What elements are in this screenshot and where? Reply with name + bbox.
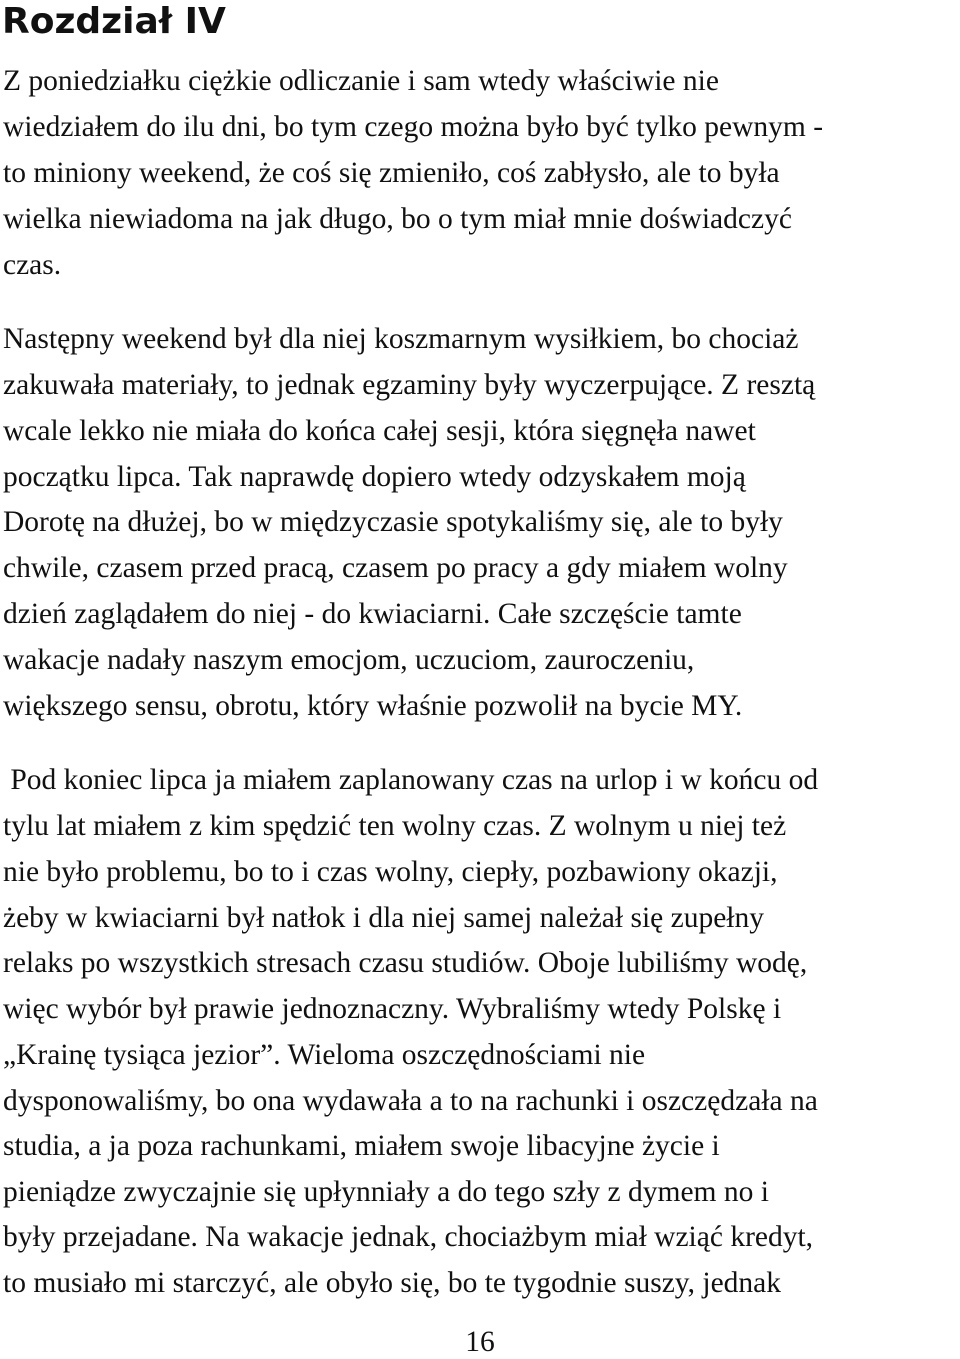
text-line: Następny weekend był dla niej koszmarnym wysiłkiem, bo chociaż <box>3 323 799 355</box>
page-number: 16 <box>465 1326 495 1358</box>
text-line: pieniądze zwyczajnie się upłynniały a do tego szły z dymem no i <box>3 1176 769 1208</box>
text-line: to musiało mi starczyć, ale obyło się, bo te tygodnie suszy, jednak <box>3 1267 782 1299</box>
text-line: studia, a ja poza rachunkami, miałem swoje libacyjne życie i <box>3 1130 720 1162</box>
chapter-title: Rozdział IV <box>2 1 226 42</box>
text-line: więc wybór był prawie jednoznaczny. Wybraliśmy wtedy Polskę i <box>3 993 782 1025</box>
text-line: były przejadane. Na wakacje jednak, chociażbym miał wziąć kredyt, <box>3 1221 814 1253</box>
text-line: zakuwała materiały, to jednak egzaminy były wyczerpujące. Z resztą <box>3 369 816 401</box>
text-line: nie było problemu, bo to i czas wolny, ciepły, pozbawiony okazji, <box>3 856 778 888</box>
text-line: wielka niewiadoma na jak długo, bo o tym miał mnie doświadczyć <box>3 203 792 235</box>
text-line: wiedziałem do ilu dni, bo tym czego można było być tylko pewnym - <box>3 111 824 143</box>
text-line: dzień zaglądałem do niej - do kwiaciarni. Całe szczęście tamte <box>3 598 742 630</box>
text-line: chwile, czasem przed pracą, czasem po pracy a gdy miałem wolny <box>3 552 788 584</box>
text-line: relaks po wszystkich stresach czasu studiów. Oboje lubiliśmy wodę, <box>3 947 808 979</box>
text-line: Dorotę na dłużej, bo w międzyczasie spotykaliśmy się, ale to były <box>3 506 783 538</box>
text-line: wcale lekko nie miała do końca całej sesji, która sięgnęła nawet <box>3 415 756 447</box>
text-line: żeby w kwiaciarni był natłok i dla niej samej należał się zupełny <box>3 902 764 934</box>
text-line: tylu lat miałem z kim spędzić ten wolny czas. Z wolnym u niej też <box>3 810 787 842</box>
text-line: czas. <box>3 249 62 281</box>
text-line: większego sensu, obrotu, który właśnie pozwolił na bycie MY. <box>3 690 743 722</box>
text-line: Pod koniec lipca ja miałem zaplanowany czas na urlop i w końcu od <box>3 764 819 796</box>
text-line: „Krainę tysiąca jezior”. Wieloma oszczędnościami nie <box>3 1039 646 1071</box>
text-line: dysponowaliśmy, bo ona wydawała a to na rachunki i oszczędzała na <box>3 1085 818 1117</box>
text-line: Z poniedziałku ciężkie odliczanie i sam wtedy właściwie nie <box>3 65 719 97</box>
text-line: wakacje nadały naszym emocjom, uczuciom, zauroczeniu, <box>3 644 695 676</box>
text-line: początku lipca. Tak naprawdę dopiero wtedy odzyskałem moją <box>3 461 746 493</box>
text-line: to miniony weekend, że coś się zmieniło, coś zabłysło, ale to była <box>3 157 780 189</box>
